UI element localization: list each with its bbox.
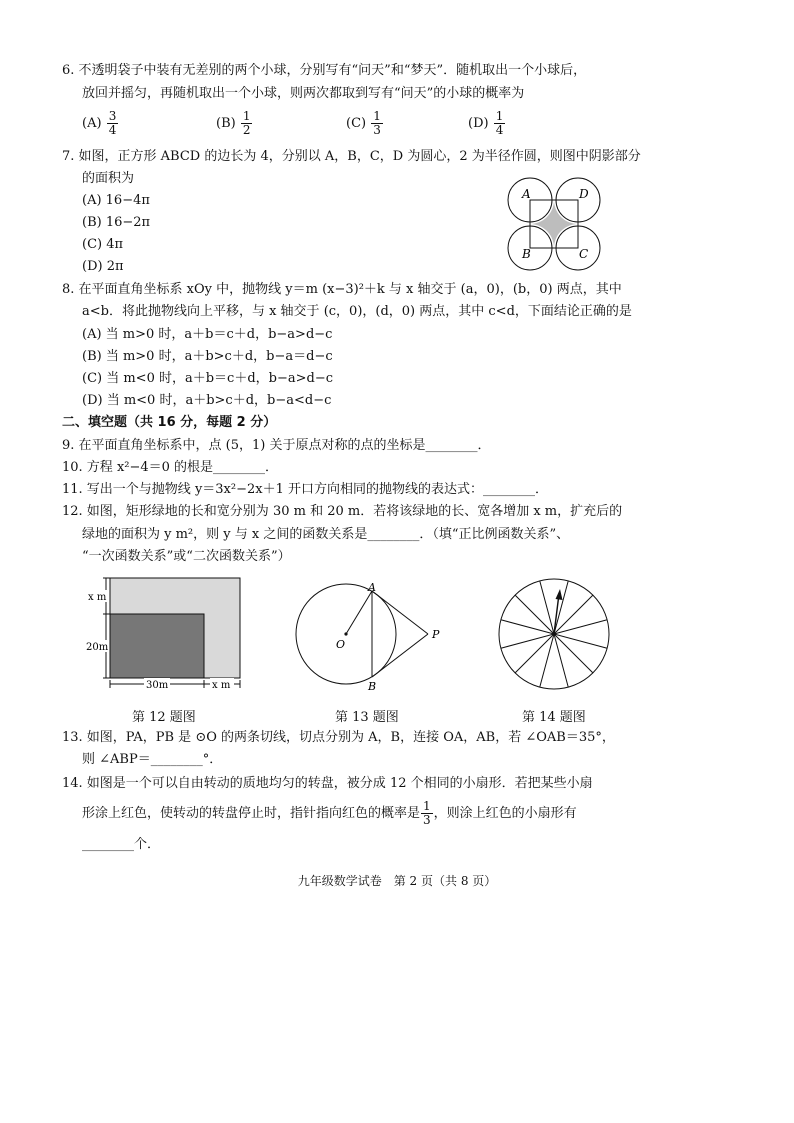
frac-den: 4 — [495, 123, 504, 137]
q8-option-d: (D) 当 m<0 时，a＋b>c＋d，b−a<d−c — [82, 393, 332, 408]
option-label: (A) — [82, 116, 102, 131]
frac-num: 1 — [242, 109, 251, 123]
label-a: A — [522, 187, 531, 201]
q8-option-c: (C) 当 m<0 时，a＋b＝c＋d，b−a>d−c — [82, 371, 334, 386]
q14-line2 — [82, 800, 577, 828]
q7-option-b: (B) 16−2π — [82, 215, 151, 230]
tangent-pb — [372, 634, 428, 677]
sector-spoke — [501, 634, 554, 648]
q14-line3: ________个． — [82, 837, 161, 852]
sector-spoke — [554, 634, 593, 673]
label-b: B — [368, 680, 377, 692]
frac-num: 3 — [108, 109, 117, 123]
frac-den: 3 — [373, 123, 381, 137]
q10: 10. 方程 x²−4＝0 的根是________． — [62, 460, 279, 475]
sector-spoke — [554, 634, 568, 687]
option-label: (B) — [216, 116, 236, 131]
q7-line2: 的面积为 — [82, 171, 135, 186]
center-point — [344, 632, 347, 635]
frac-num: 1 — [373, 109, 381, 123]
frac-den: 3 — [423, 813, 431, 827]
shaded-region — [530, 200, 578, 248]
label-30m: 30m — [146, 680, 169, 691]
radius-oa — [346, 591, 372, 634]
label-a: A — [368, 582, 376, 594]
q7-option-c: (C) 4π — [82, 237, 124, 252]
frac-den: 2 — [242, 123, 251, 137]
frac-num: 1 — [423, 799, 431, 813]
fig12 — [84, 574, 244, 694]
section-title: 二、填空题（共 16 分，每题 2 分） — [62, 415, 277, 430]
q6-line1: 6. 不透明袋子中装有无差别的两个小球，分别写有“问天”和“梦天”．随机取出一个小球后， — [62, 63, 587, 78]
sector-spoke — [540, 581, 554, 634]
fig14-caption: 第 14 题图 — [522, 710, 586, 725]
q6-option-d — [468, 110, 506, 137]
sector-spoke — [501, 620, 554, 634]
q6-option-b — [216, 110, 253, 137]
q14-line2-pre: 形涂上红色，使转动的转盘停止时，指针指向红色的概率是 — [82, 806, 421, 821]
fig14 — [496, 576, 612, 692]
q8-line1: 8. 在平面直角坐标系 xOy 中，抛物线 y＝m (x−3)²＋k 与 x 轴交于 (a，0)，(b，0) 两点，其中 — [62, 282, 622, 297]
q13-line2: 则 ∠ABP＝________°． — [82, 752, 223, 767]
sector-spoke — [554, 581, 568, 634]
sector-spoke — [515, 595, 554, 634]
q7-option-d: (D) 2π — [82, 259, 124, 274]
label-xm-bottom: x m — [212, 680, 231, 691]
label-b: B — [522, 247, 531, 261]
frac-den: 4 — [108, 123, 117, 137]
label-20m: 20m — [86, 642, 109, 653]
q6-option-c — [346, 110, 384, 137]
q6-option-a — [82, 110, 119, 137]
frac-num: 1 — [495, 109, 504, 123]
original-rect — [110, 614, 204, 678]
option-label: (C) — [346, 116, 367, 131]
q13-line1: 13. 如图，PA，PB 是 ⊙O 的两条切线，切点分别为 A，B，连接 OA，AB，若 ∠OAB＝35°， — [62, 730, 615, 745]
q8-option-a: (A) 当 m>0 时，a＋b＝c＋d，b−a>d−c — [82, 327, 333, 342]
q14-line1: 14. 如图是一个可以自由转动的质地均匀的转盘，被分成 12 个相同的小扇形．若把某些小扇 — [62, 776, 593, 791]
q12-line1: 12. 如图，矩形绿地的长和宽分别为 30 m 和 20 m．若将该绿地的长、宽各增加 x m，扩充后的 — [62, 504, 623, 519]
q8-line2: a<b．将此抛物线向上平移，与 x 轴交于 (c，0)，(d，0) 两点，其中 c<d，下面结论正确的是 — [82, 304, 632, 319]
q12-line2: 绿地的面积为 y m²，则 y 与 x 之间的函数关系是________．（填“正比例函数关系”、 — [82, 527, 570, 542]
sector-spoke — [554, 595, 593, 634]
page-footer: 九年级数学试卷 第 2 页（共 8 页） — [297, 874, 497, 888]
sector-spoke — [554, 620, 607, 634]
sector-spoke — [515, 634, 554, 673]
q9: 9. 在平面直角坐标系中，点 (5，1) 关于原点对称的点的坐标是________． — [62, 438, 491, 453]
pointer-arrow-icon — [556, 589, 563, 600]
q11: 11. 写出一个与抛物线 y＝3x²−2x＋1 开口方向相同的抛物线的表达式：________． — [62, 482, 548, 497]
fig12-caption: 第 12 题图 — [132, 710, 196, 725]
option-label: (D) — [468, 116, 489, 131]
label-xm-left: x m — [88, 592, 107, 603]
label-p: P — [432, 628, 440, 641]
sector-spoke — [554, 634, 607, 648]
q12-line3: “一次函数关系”或“二次函数关系”） — [82, 549, 291, 564]
sector-spoke — [540, 634, 554, 687]
label-d: D — [579, 187, 589, 201]
q7-figure — [506, 176, 602, 272]
label-c: C — [579, 247, 589, 261]
label-o: O — [336, 638, 346, 651]
q8-option-b: (B) 当 m>0 时，a＋b>c＋d，b−a＝d−c — [82, 349, 333, 364]
tangent-pa — [372, 591, 428, 634]
q7-option-a: (A) 16−4π — [82, 193, 150, 208]
q7-line1: 7. 如图，正方形 ABCD 的边长为 4，分别以 A，B，C，D 为圆心，2 为半径作圆，则图中阴影部分 — [62, 149, 641, 164]
fig13-caption: 第 13 题图 — [335, 710, 399, 725]
fig13 — [290, 582, 450, 692]
q14-line2-post: ，则涂上红色的小扇形有 — [433, 806, 577, 821]
q6-line2: 放回并摇匀，再随机取出一个小球，则两次都取到写有“问天”的小球的概率为 — [82, 86, 525, 101]
pointer — [554, 594, 559, 634]
